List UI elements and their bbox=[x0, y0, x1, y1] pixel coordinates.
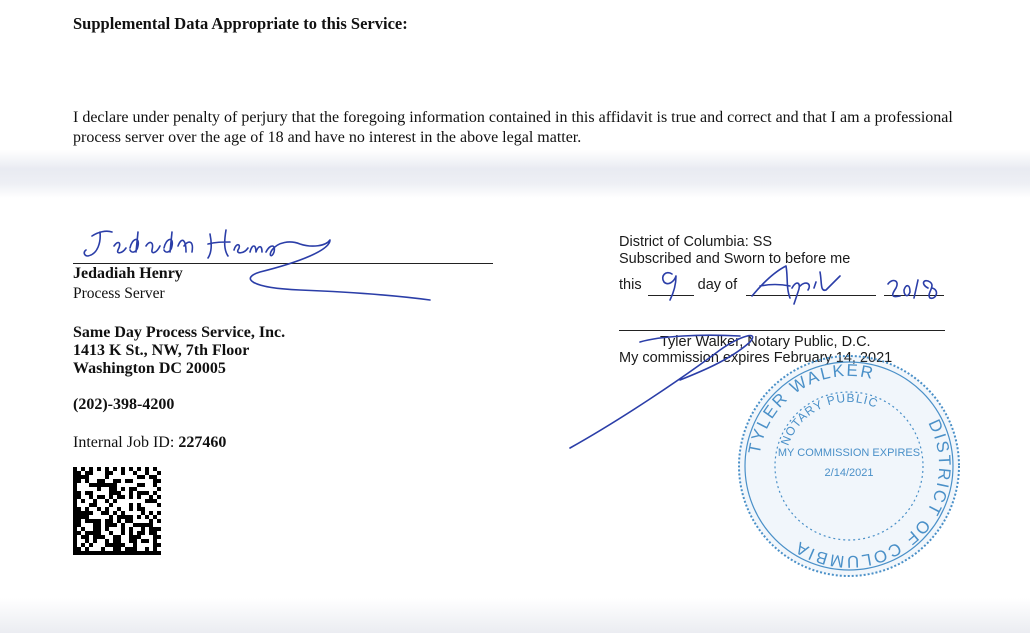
server-name: Jedadiah Henry bbox=[73, 265, 183, 282]
company-name: Same Day Process Service, Inc. bbox=[73, 324, 286, 341]
notary-jurisdiction: District of Columbia: SS bbox=[619, 234, 773, 250]
this-label: this bbox=[619, 277, 642, 293]
supplemental-data-heading: Supplemental Data Appropriate to this Service: bbox=[73, 14, 408, 33]
company-city: Washington DC 20005 bbox=[73, 360, 226, 377]
company-phone: (202)-398-4200 bbox=[73, 396, 175, 413]
scan-artifact-band bbox=[0, 150, 1030, 198]
server-signature-line bbox=[73, 263, 493, 264]
server-role: Process Server bbox=[73, 285, 165, 302]
company-street: 1413 K St., NW, 7th Floor bbox=[73, 342, 250, 359]
job-id-label: Internal Job ID: bbox=[73, 434, 175, 451]
notary-sworn-line: Subscribed and Sworn to before me bbox=[619, 251, 851, 267]
notary-seal bbox=[735, 352, 963, 580]
perjury-declaration: I declare under penalty of perjury that the foregoing information contained in this affidavit is true and correct and that I am a professional process server over the age of 18 and have no interest in the above legal matter. bbox=[73, 109, 953, 146]
month-handwritten bbox=[752, 266, 840, 304]
notary-name: Tyler Walker, Notary Public, D.C. bbox=[660, 334, 871, 350]
day-fill-line bbox=[648, 295, 694, 296]
month-fill-line bbox=[746, 295, 876, 296]
day-of-label: day of bbox=[697, 277, 738, 293]
company-address bbox=[73, 324, 285, 378]
seal-commission: MY COMMISSION EXPIRES bbox=[777, 447, 921, 459]
notary-signature-line bbox=[619, 330, 945, 331]
seal-outer-district: DISTRICT OF COLUMBIA bbox=[790, 416, 955, 572]
internal-job-id bbox=[73, 434, 226, 452]
scan-artifact-bottom bbox=[0, 598, 1030, 633]
commission-expiry: My commission expires February 14, 2021 bbox=[619, 350, 893, 366]
seal-date: 2/14/2021 bbox=[824, 467, 874, 479]
datamatrix-barcode bbox=[73, 467, 161, 555]
seal-inner-notary: NOTARY PUBLIC bbox=[777, 390, 881, 448]
year-fill-line bbox=[884, 295, 944, 296]
seal-outer-name: TYLER WALKER bbox=[744, 360, 877, 456]
job-id-value: 227460 bbox=[178, 434, 227, 451]
notary-date-line bbox=[619, 277, 737, 293]
